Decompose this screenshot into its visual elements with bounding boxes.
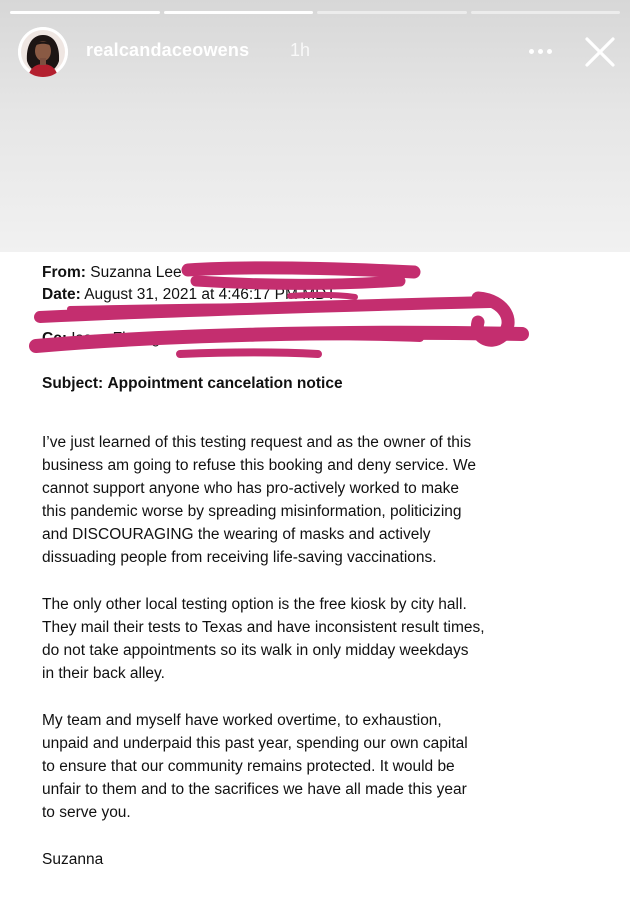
body-line: I’ve just learned of this testing request and as the owner of this: [42, 434, 472, 451]
redaction-stroke: [180, 336, 420, 338]
from-value: Suzanna Lee <: [90, 264, 195, 281]
body-line: cannot support anyone who has pro-actively worked to make: [42, 480, 460, 497]
body-line: this pandemic worse by spreading misinformation, politicizing: [42, 503, 462, 520]
date-label: Date:: [42, 286, 81, 303]
story-username[interactable]: realcandaceowens: [86, 40, 250, 60]
body-line: dissuading people from receiving life-saving vaccinations.: [42, 549, 437, 566]
from-label: From:: [42, 264, 86, 281]
body-line: in their back alley.: [42, 665, 165, 682]
email-signature: Suzanna: [42, 851, 104, 868]
redaction-stroke: [188, 268, 414, 272]
date-value: August 31, 2021 at 4:46:17 PM MDT: [84, 286, 336, 303]
body-line: and DISCOURAGING the wearing of masks and actively: [42, 526, 431, 543]
body-line: The only other local testing option is the free kiosk by city hall.: [42, 596, 467, 613]
story-timestamp: 1h: [290, 40, 311, 60]
body-line: unpaid and underpaid this past year, spending our own capital: [42, 735, 468, 752]
subject-label: Subject:: [42, 375, 104, 392]
redaction-stroke: [290, 295, 355, 297]
subject-value: Appointment cancelation notice: [107, 375, 343, 392]
cc-label: Cc:: [42, 330, 67, 347]
redaction-stroke: [180, 353, 318, 355]
redaction-stroke: [196, 281, 400, 284]
body-line: business am going to refuse this booking and deny service. We: [42, 457, 476, 474]
body-line: do not take appointments so its walk in only midday weekdays: [42, 642, 469, 659]
body-line: They mail their tests to Texas and have inconsistent result times,: [42, 619, 485, 636]
body-line: unfair to them and to the sacrifices we have all made this year: [42, 781, 467, 798]
body-line: to serve you.: [42, 804, 131, 821]
body-line: to ensure that our community remains protected. It would be: [42, 758, 455, 775]
body-line: My team and myself have worked overtime, to exhaustion,: [42, 712, 442, 729]
cc-value: Isaac Flanagan <: [71, 330, 191, 347]
